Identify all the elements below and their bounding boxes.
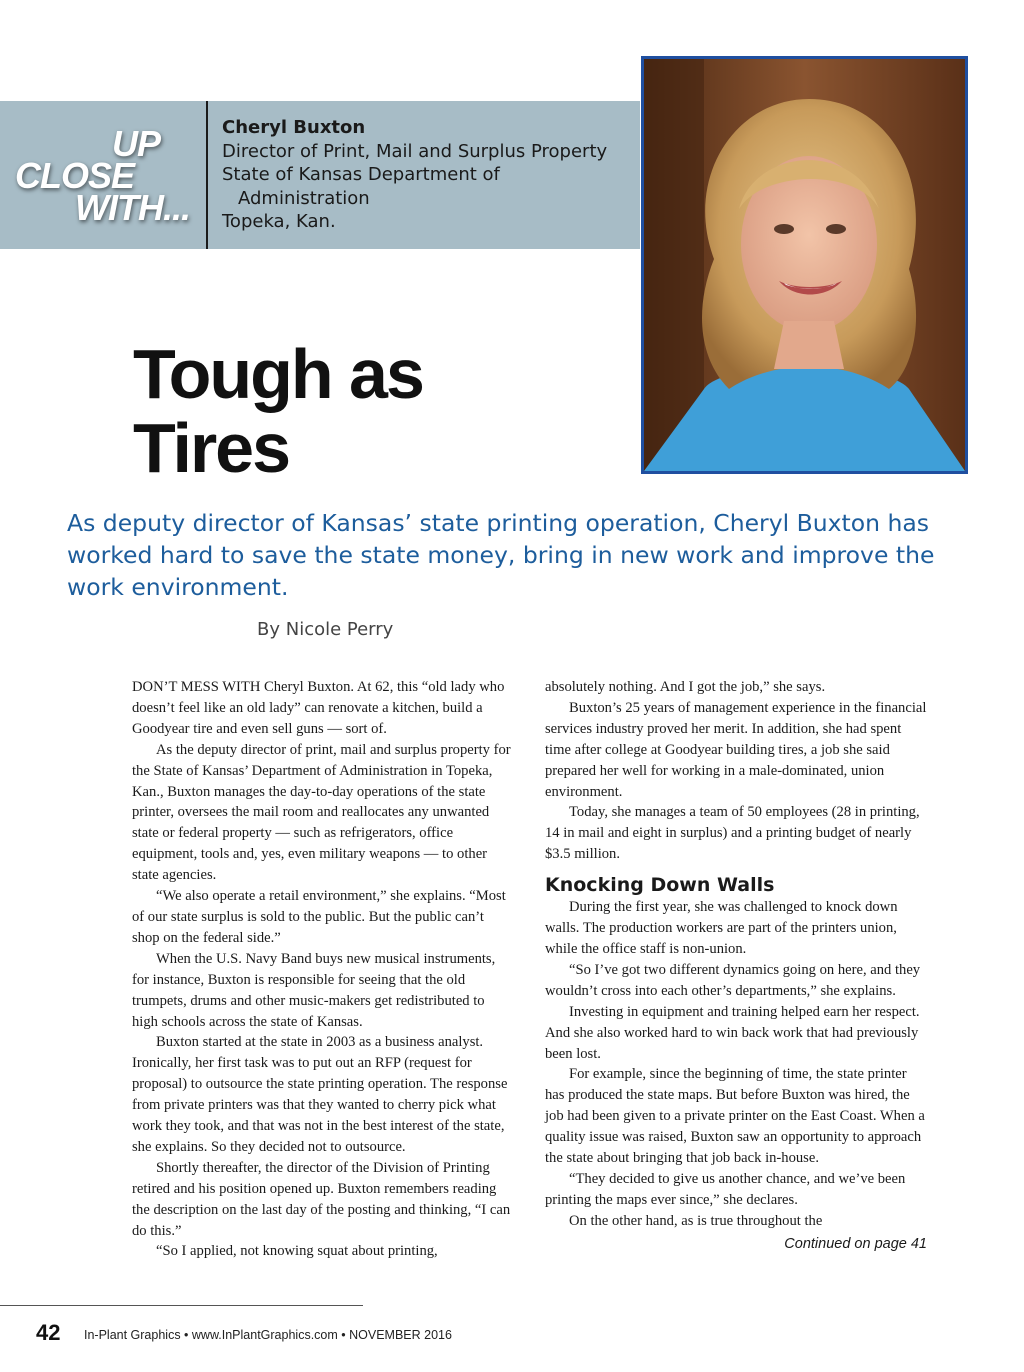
kicker-line: WITH... [75,187,190,228]
section-subhead: Knocking Down Walls [545,874,775,897]
body-paragraph: For example, since the beginning of time, the state printer has produced the state maps. But before Buxton was hired, the job had been given to a private printer on the East Coast. When a quality issue was raised, Buxton saw an opportunity to approach the state about bringing that job back in-house. [545,1066,925,1167]
byline: By Nicole Perry [257,619,394,640]
article-headline [133,337,423,485]
kicker-line: CLOSE [14,155,134,196]
body-paragraph: “So I’ve got two different dynamics going on here, and they wouldn’t cross into each other’s departments,” she explains. [545,961,921,999]
footer-publication-line: In-Plant Graphics • www.InPlantGraphics.com • NOVEMBER 2016 [84,1328,452,1342]
page-number: 42 [36,1320,61,1345]
body-paragraph: Shortly thereafter, the director of the Division of Printing retired and his position opened up. Buxton remembers reading the description on the last day of the posting and thinking, “I can do this.” [132,1159,511,1239]
portrait-photo [641,56,968,474]
banner-divider [206,101,208,249]
body-column-right [545,677,927,1255]
kicker-line: UP [111,123,160,164]
profile-title: Director of Print, Mail and Surplus Property [222,140,608,162]
body-paragraph: Today, she manages a team of 50 employees (28 in printing, 14 in mail and eight in surplus) and a printing budget of nearly $3.5 million. [545,804,920,863]
profile-name: Cheryl Buxton [222,117,366,138]
body-paragraph: DON’T MESS WITH Cheryl Buxton. At 62, this “old lady who doesn’t feel like an old lady” can renovate a kitchen, build a Goodyear tire and even sell guns — sort of. [132,679,505,737]
profile-block [222,116,642,234]
body-paragraph: Buxton’s 25 years of management experience in the financial services industry proved her merit. In addition, she had spent time after college at Goodyear building tires, a job she said prepared her well for working in a male-dominated, union environment. [545,699,927,800]
article-deck: As deputy director of Kansas’ state printing operation, Cheryl Buxton has worked hard to save the state money, bring in new work and improve the work environment. [67,509,935,601]
body-paragraph: “They decided to give us another chance, and we’ve been printing the maps ever since,” she declares. [545,1170,906,1208]
body-paragraph: “We also operate a retail environment,” she explains. “Most of our state surplus is sold to the public. But the public can’t shop on the federal side.” [132,888,506,946]
profile-location: Topeka, Kan. [222,211,336,232]
profile-organization-cont: Administration [238,187,370,209]
body-paragraph: As the deputy director of print, mail and surplus property for the State of Kansas’ Department of Administration in Topeka, Kan., Buxton manages the day-to-day operations of the state printer, oversees the mail room and reallocates any unwanted state or federal property — such as refrigerators, office equipment, tools and, yes, even military weapons — to other state agencies. [132,741,511,884]
footer-rule [0,1305,363,1306]
body-paragraph: During the first year, she was challenged to knock down walls. The production workers are part of the printers union, while the office staff is non-union. [545,899,898,957]
continued-jump-line: Continued on page 41 [784,1235,927,1252]
up-close-with-kicker [14,123,204,228]
portrait-illustration [644,59,965,471]
headline-line: Tires [133,409,290,487]
headline-line: Tough as [133,335,423,413]
body-paragraph: Buxton started at the state in 2003 as a business analyst. Ironically, her first task was to put out an RFP (request for proposal) to outsource the state printing operation. The response from private printers was that they wanted to cherry pick what work they took, and that was not in the best interest of the state, she explains. So they decided not to outsource. [132,1034,508,1155]
body-paragraph: “So I applied, not knowing squat about printing, [156,1243,438,1260]
body-column-left [132,677,514,1262]
body-paragraph: When the U.S. Navy Band buys new musical instruments, for instance, Buxton is responsible for seeing that the old trumpets, drums and other music-makers get redistributed to high schools across the state of Kansas. [132,950,496,1030]
body-paragraph: absolutely nothing. And I got the job,” she says. [545,679,826,695]
body-paragraph: On the other hand, as is true throughout the [569,1212,823,1229]
body-paragraph: Investing in equipment and training helped earn her respect. And she also worked hard to win back work that had previously been lost. [545,1003,920,1062]
profile-organization: State of Kansas Department of [222,164,500,185]
